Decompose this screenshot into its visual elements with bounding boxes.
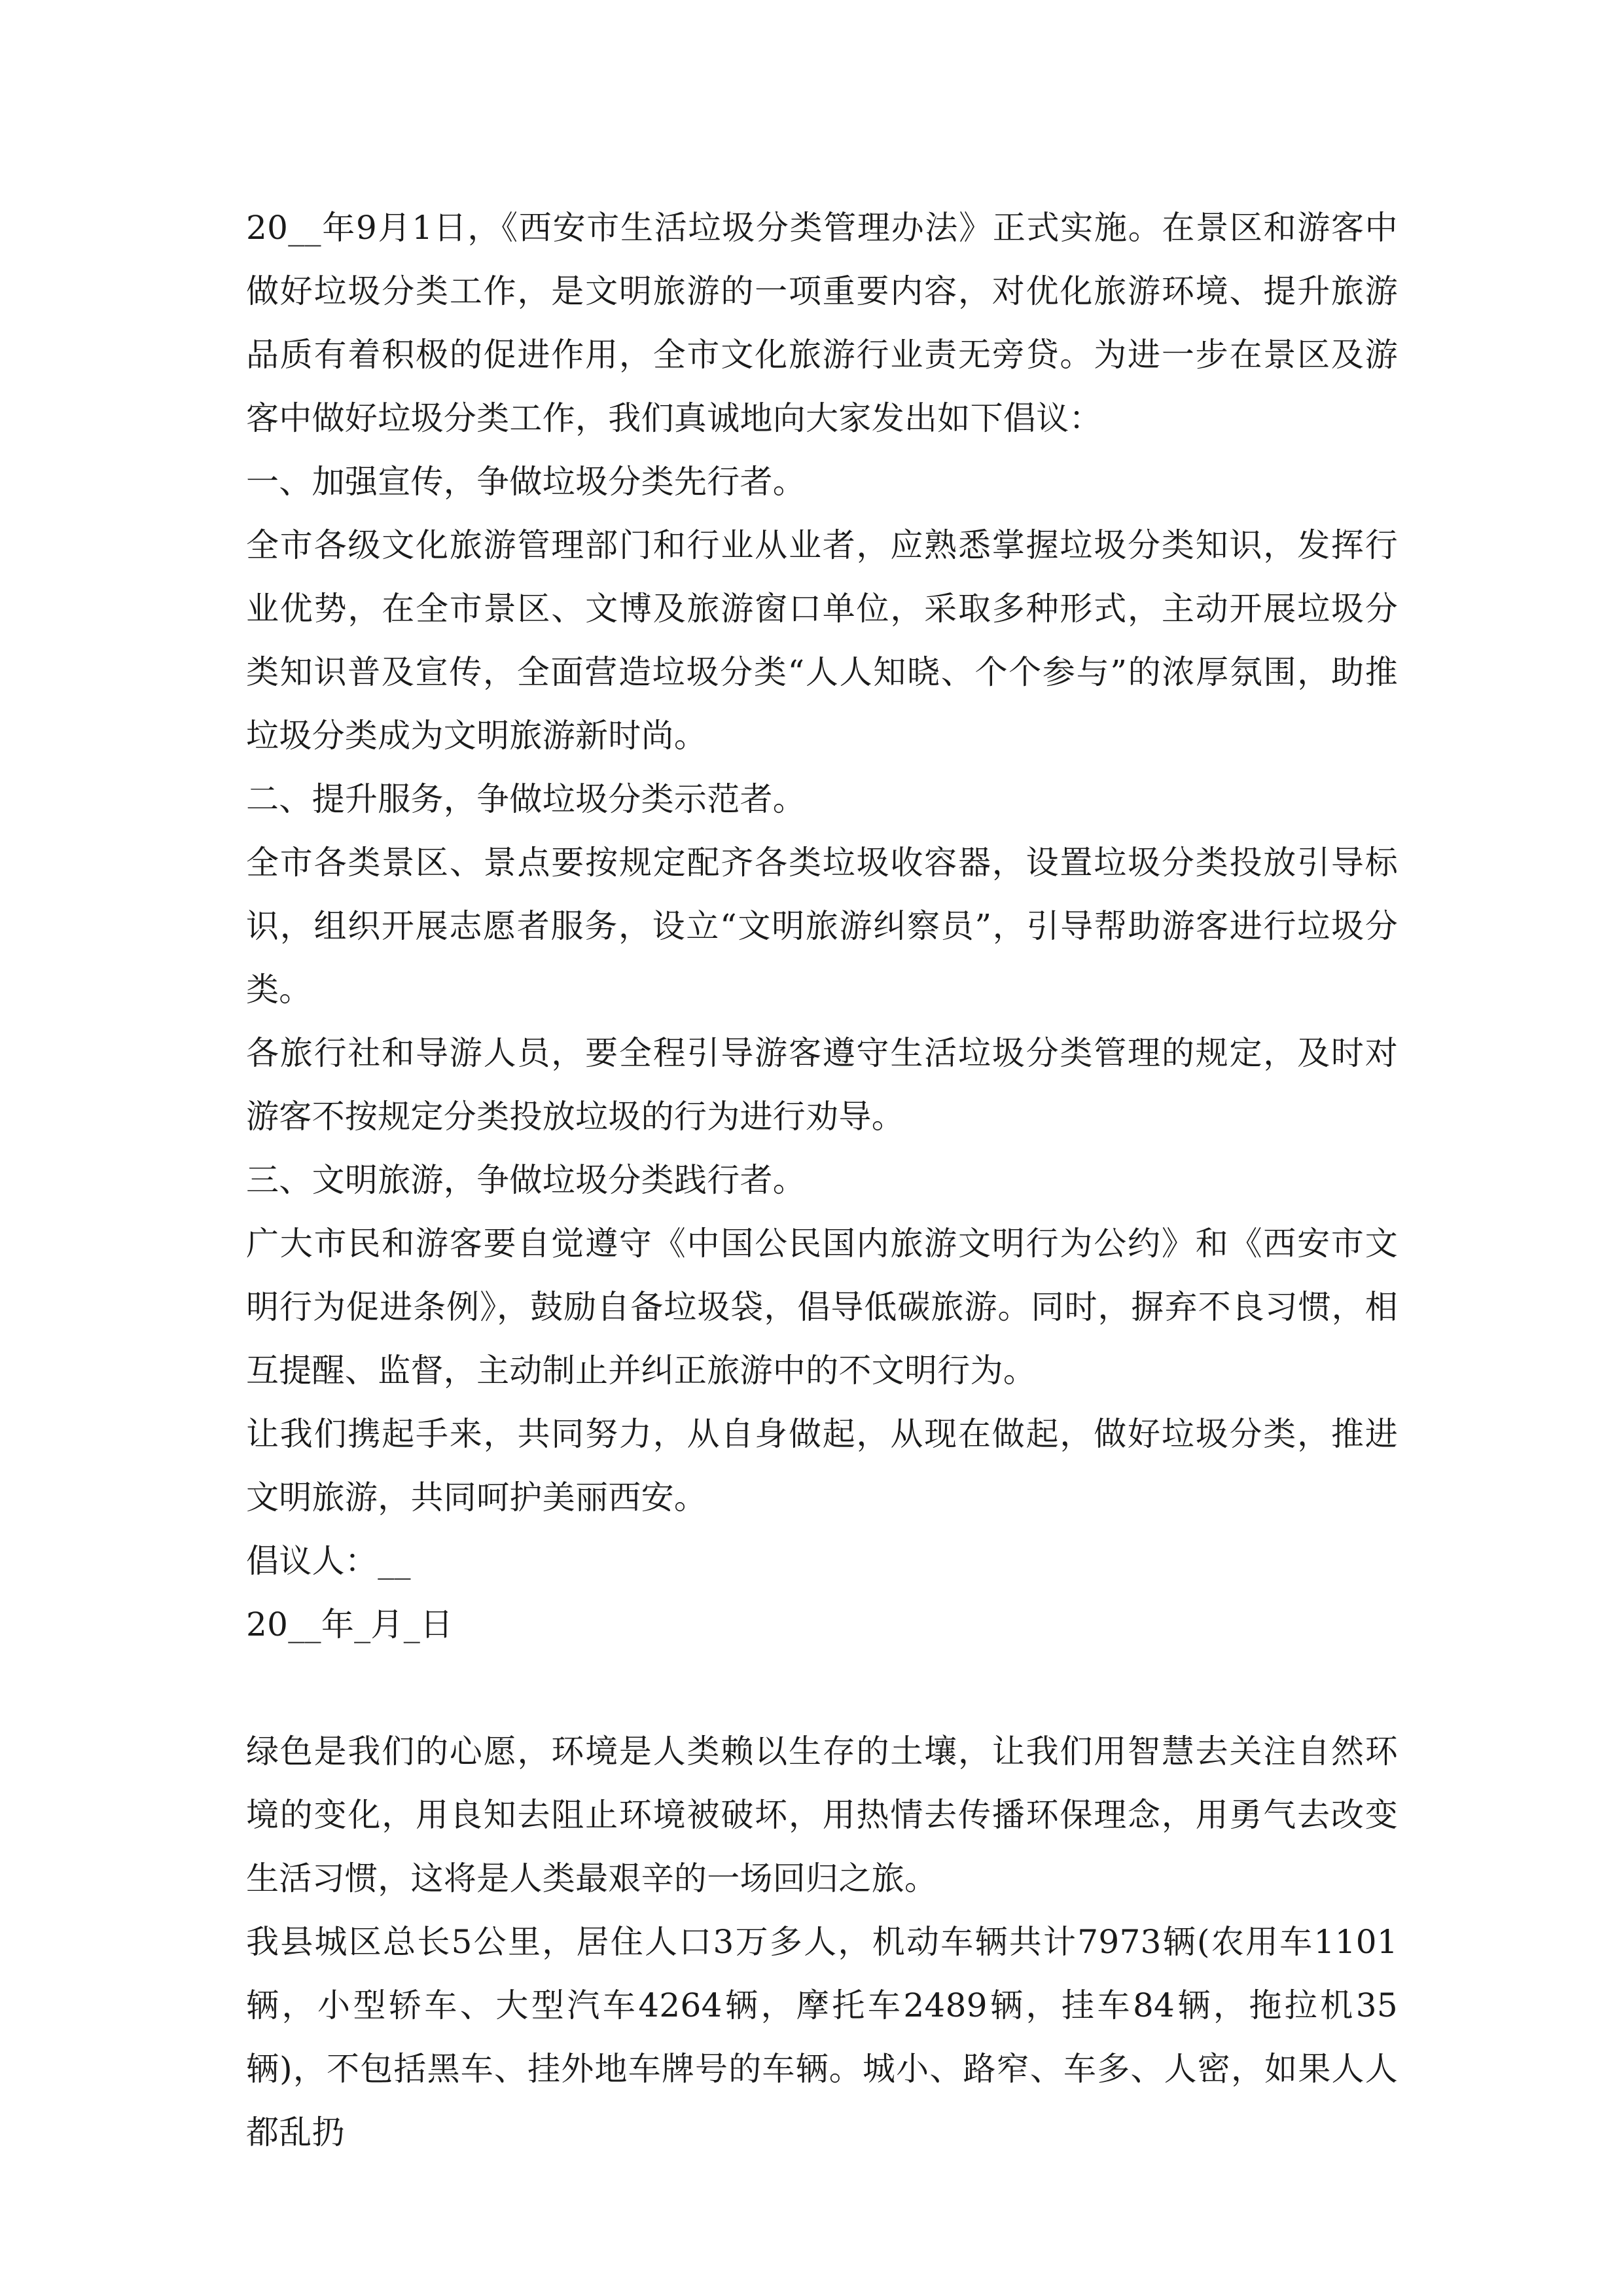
document-body (246, 196, 1398, 2164)
date-line: 20__年_月_日 (246, 1605, 454, 1643)
section-body-2a: 全市各类景区、景点要按规定配齐各类垃圾收容器，设置垃圾分类投放引导标识，组织开展志愿者服务，设立“文明旅游纠察员”，引导帮助游客进行垃圾分类。 (246, 844, 1398, 1009)
second-intro-paragraph: 绿色是我们的心愿，环境是人类赖以生存的土壤，让我们用智慧去关注自然环境的变化，用良知去阻止环境被破坏，用热情去传播环保理念，用勇气去改变生活习惯，这将是人类最艰辛的一场回归之旅。 (246, 1732, 1398, 1897)
section-body-2b: 各旅行社和导游人员，要全程引导游客遵守生活垃圾分类管理的规定，及时对游客不按规定分类投放垃圾的行为进行劝导。 (246, 1034, 1398, 1136)
section-heading-3: 三、文明旅游，争做垃圾分类践行者。 (246, 1161, 806, 1199)
section-gap (246, 1657, 1398, 1720)
closing-paragraph: 让我们携起手来，共同努力，从自身做起，从现在做起，做好垃圾分类，推进文明旅游，共同呵护美丽西安。 (246, 1415, 1398, 1516)
intro-paragraph: 20__年9月1日，《西安市生活垃圾分类管理办法》正式实施。在景区和游客中做好垃圾分类工作，是文明旅游的一项重要内容，对优化旅游环境、提升旅游品质有着积极的促进作用，全市文化旅游行业责无旁贷。为进一步在景区及游客中做好垃圾分类工作，我们真诚地向大家发出如下倡议： (246, 209, 1398, 437)
section-heading-1: 一、加强宣传，争做垃圾分类先行者。 (246, 463, 806, 501)
second-body-paragraph: 我县城区总长5公里，居住人口3万多人，机动车辆共计7973辆(农用车1101辆，小型轿车、大型汽车4264辆，摩托车2489辆，挂车84辆，拖拉机35辆)，不包括黑车、挂外地车牌号的车辆。城小、路窄、车多、人密，如果人人都乱扔 (246, 1923, 1398, 2151)
section-body-1: 全市各级文化旅游管理部门和行业从业者，应熟悉掌握垃圾分类知识，发挥行业优势，在全市景区、文博及旅游窗口单位，采取多种形式，主动开展垃圾分类知识普及宣传，全面营造垃圾分类“人人知晓、个个参与”的浓厚氛围，助推垃圾分类成为文明旅游新时尚。 (246, 526, 1398, 755)
section-heading-2: 二、提升服务，争做垃圾分类示范者。 (246, 780, 806, 818)
section-body-3: 广大市民和游客要自觉遵守《中国公民国内旅游文明行为公约》和《西安市文明行为促进条例》，鼓励自备垃圾袋，倡导低碳旅游。同时，摒弃不良习惯，相互提醒、监督，主动制止并纠正旅游中的不文明行为。 (246, 1225, 1398, 1390)
signer-line: 倡议人：__ (246, 1542, 411, 1580)
